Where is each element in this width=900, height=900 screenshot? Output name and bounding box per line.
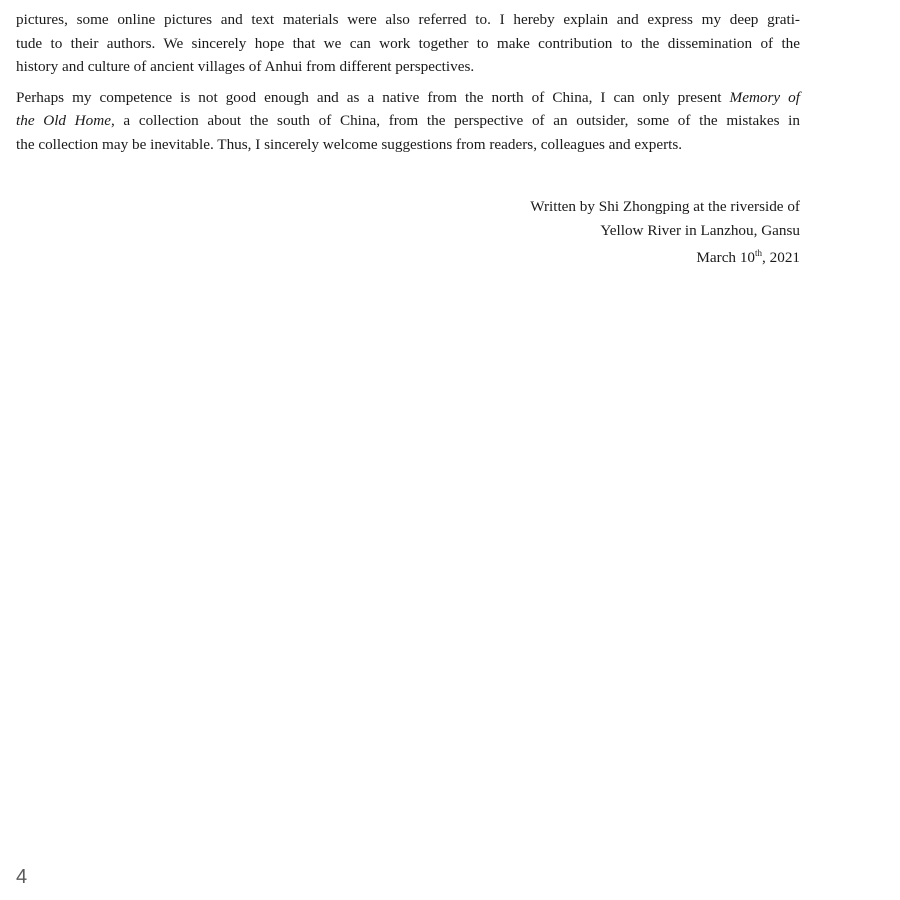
book-title-part-1: Memory of [729,88,800,106]
signature-line-2: Yellow River in Lanzhou, Gansu [600,221,800,239]
signature-date [400,246,800,270]
date-ordinal: th [755,247,763,258]
paragraph-1-line-1: pictures, some online pictures and text materials were also referred to. I hereby explain and express my deep grati- [16,11,800,28]
paragraph-2-line-1 [16,86,800,110]
paragraph-2-line-3: the collection may be inevitable. Thus, I sincerely welcome suggestions from readers, colleagues and experts. [16,135,683,153]
body-text [16,8,800,163]
paragraph-1-line-2: tude to their authors. We sincerely hope that we can work together to make contribution to the dissemination of the [16,34,800,52]
signature-block [400,195,800,270]
signature-line-1: Written by Shi Zhongping at the riverside of [530,198,800,215]
paragraph-1-line-3: history and culture of ancient villages of Anhui from different perspectives. [16,58,475,75]
paragraph-2 [16,86,800,157]
paragraph-2-line-1-text: Perhaps my competence is not good enough and as a native from the north of China, I can only present [16,88,730,106]
paragraph-1 [16,8,800,79]
page-number: 4 [16,866,28,888]
date-suffix: , 2021 [762,249,800,266]
date-prefix: March 10 [696,249,756,266]
book-title-part-2: the Old Home [16,112,111,129]
paragraph-2-line-2 [16,109,800,133]
paragraph-2-line-2-text: , a collection about the south of China, from the perspective of an outsider, some of the mistakes in [110,112,800,129]
